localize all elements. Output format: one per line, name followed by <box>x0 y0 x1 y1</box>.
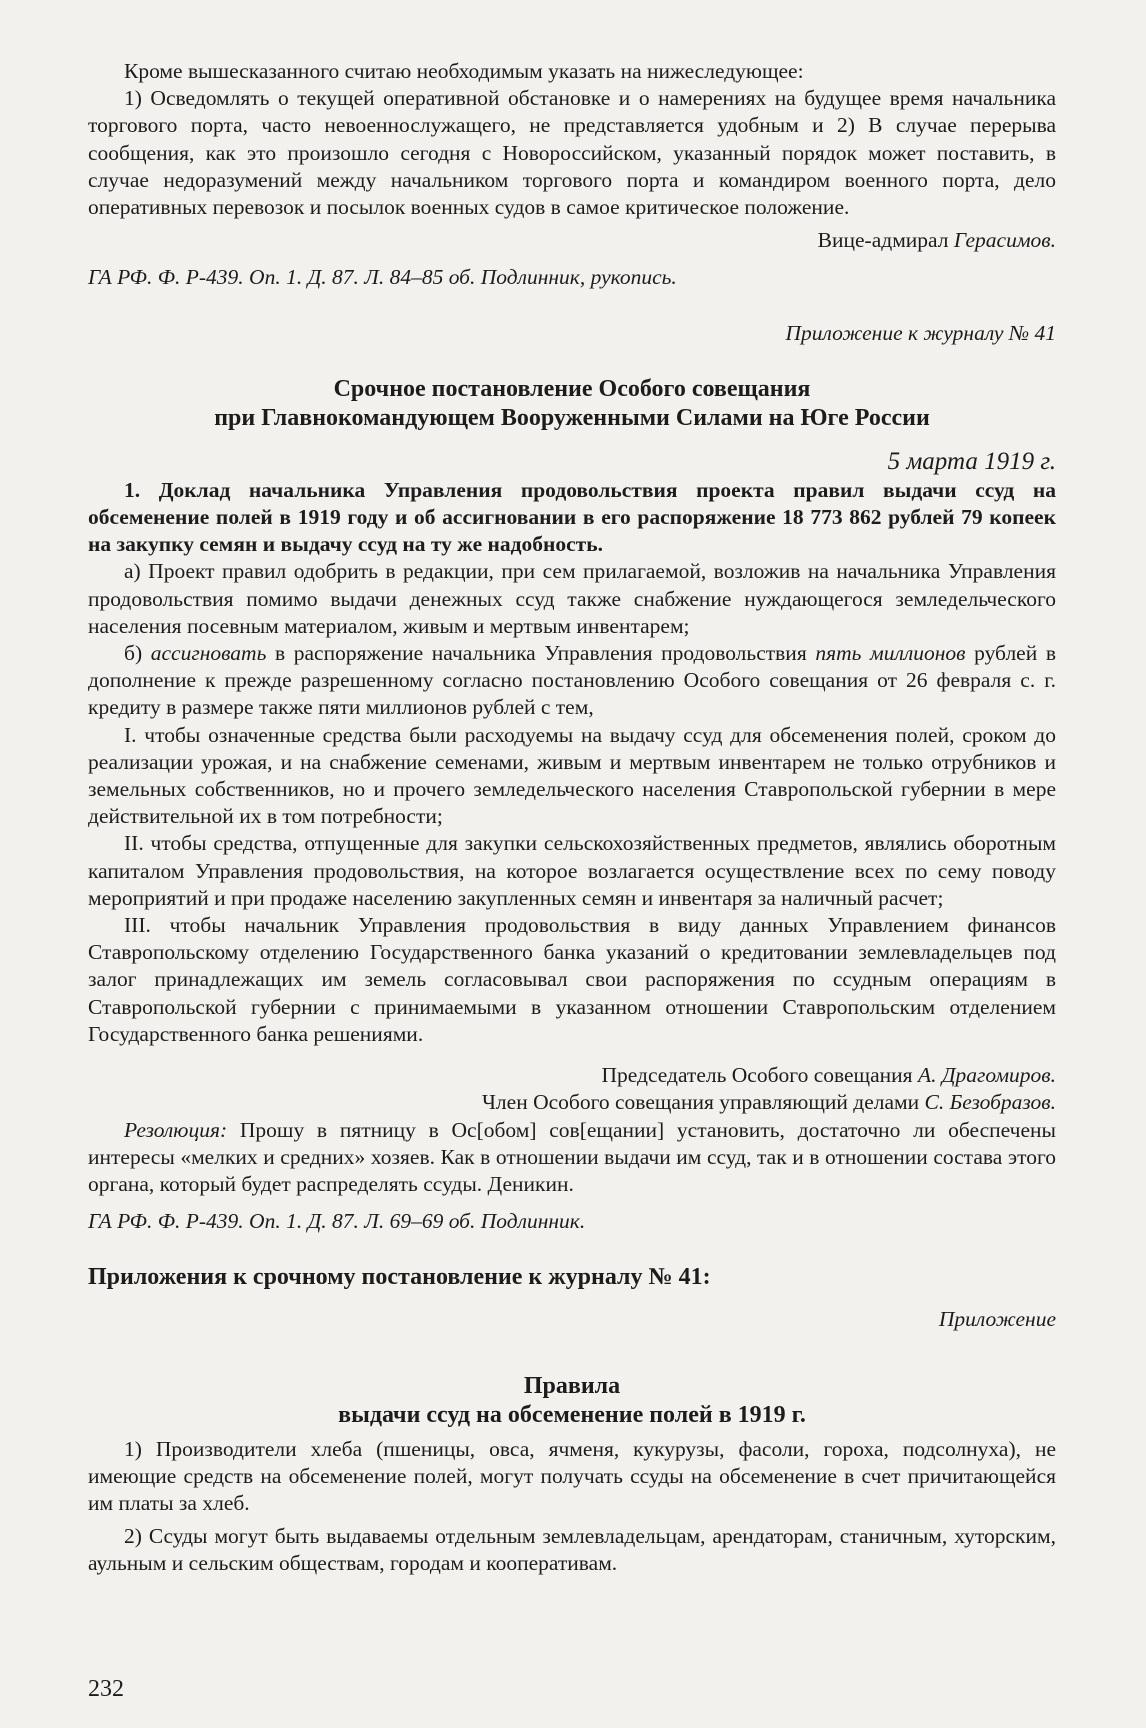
archive-source-2: ГА РФ. Ф. Р-439. Оп. 1. Д. 87. Л. 69–69 об. Подлинник. <box>88 1209 586 1234</box>
page-number: 232 <box>88 1676 124 1702</box>
decree-condition-i: I. чтобы означенные средства были расходуемы на выдачу ссуд для обсеменения полей, сроком до реализации урожая, и на снабжение семенами, живым и мертвым инвентарем не только отрубников и земельных собственников, но и прочего земледельческого населения Ставропольской губернии в мере действительной их в том потребности; <box>88 722 1056 829</box>
resolution: Резолюция: Прошу в пятницу в Ос[обом] сов[ещании] установить, достаточно ли обеспечены интересы «мелких и средних» хозяев. Как в отношении выдачи им ссуд, так и в отношении состава этого органа, который будет распределять ссуды. Деникин. <box>88 1117 1056 1196</box>
appendix-label: Приложение к журналу № 41 <box>785 320 1056 345</box>
decree-point-a: а) Проект правил одобрить в редакции, при сем прилагаемой, возложив на начальника Управления продовольствия помимо выдачи денежных ссуд также снабжение нуждающегося земледельческого населения посевным материалом, живым и мертвым инвентарем; <box>88 559 1056 638</box>
signature-dragomirov: Председатель Особого совещания А. Драгомиров. <box>601 1063 1056 1088</box>
intro-point-1: 1) Осведомлять о текущей оперативной обстановке и о намерениях на будущее время начальника торгового порта, часто невоеннослужащего, не представляется удобным и 2) В случае перерыва сообщения, как это произошло сегодня с Новороссийском, указанный порядок может поставить, в случае недоразумений между начальником торгового порта и командиром военного порта, дело оперативных перевозок и посылок военных судов в самое критическое положение. <box>88 86 1056 220</box>
rule-2: 2) Ссуды могут быть выдаваемы отдельным землевладельцам, арендаторам, станичным, хуторским, аульным и сельским обществам, городам и кооперативам. <box>88 1524 1056 1576</box>
intro-paragraph: Кроме вышесказанного считаю необходимым указать на нижеследующее: <box>124 59 804 83</box>
decree-point-b: б) ассигновать в распоряжение начальника Управления продовольствия пять миллионов рублей в дополнение к прежде разрешенному согласно постановлению Особого совещания от 26 февраля с. г. кредиту в размере также пяти миллионов рублей с тем, <box>88 641 1056 720</box>
decree-title-line-2: при Главнокомандующем Вооруженными Силами на Юге России <box>214 404 930 431</box>
signature-gerasimov: Вице-адмирал Герасимов. <box>817 228 1056 253</box>
rules-title-1: Правила <box>523 1372 621 1399</box>
rules-title-2: выдачи ссуд на обсеменение полей в 1919 г. <box>338 1401 806 1428</box>
decree-title-line-1: Срочное постановление Особого совещания <box>333 375 811 402</box>
appendices-heading: Приложения к срочному постановление к журналу № 41: <box>88 1264 711 1291</box>
rule-1: 1) Производители хлеба (пшеницы, овса, ячменя, кукурузы, фасоли, гороха, подсолнуха), не имеющие средств на обсеменение полей, могут получать ссуды на обсеменение в счет причитающейся им платы за хлеб. <box>88 1436 1056 1515</box>
decree-item-1: 1. Доклад начальника Управления продовольствия проекта правил выдачи ссуд на обсеменение полей в 1919 году и об ассигновании в его распоряжение 18 773 862 рублей 79 копеек на закупку семян и выдачу ссуд на ту же надобность. <box>88 477 1056 557</box>
decree-condition-iii: III. чтобы начальник Управления продовольствия в виду данных Управлением финансов Ставропольскому отделению Государственного банка указаний о кредитовании землевладельцев под залог принадлежащих им земель согласовывал свои распоряжения по ссудным операциям в Ставропольской губернии с принимаемыми в указанном отношении Ставропольским отделением Государственного банка решениями. <box>88 913 1056 1046</box>
decree-date: 5 марта 1919 г. <box>887 447 1056 475</box>
signature-bezobrazov: Член Особого совещания управляющий делами С. Безобразов. <box>481 1090 1056 1115</box>
archive-source-1: ГА РФ. Ф. Р-439. Оп. 1. Д. 87. Л. 84–85 об. Подлинник, рукопись. <box>88 265 677 290</box>
appendix-sublabel: Приложение <box>938 1307 1056 1332</box>
decree-condition-ii: II. чтобы средства, отпущенные для закупки сельскохозяйственных предметов, являлись оборотным капиталом Управления продовольствия, на которое возлагается осуществление всех по сему поводу мероприятий и при продаже населению закупленных семян и инвентаря за наличный расчет; <box>88 831 1056 910</box>
